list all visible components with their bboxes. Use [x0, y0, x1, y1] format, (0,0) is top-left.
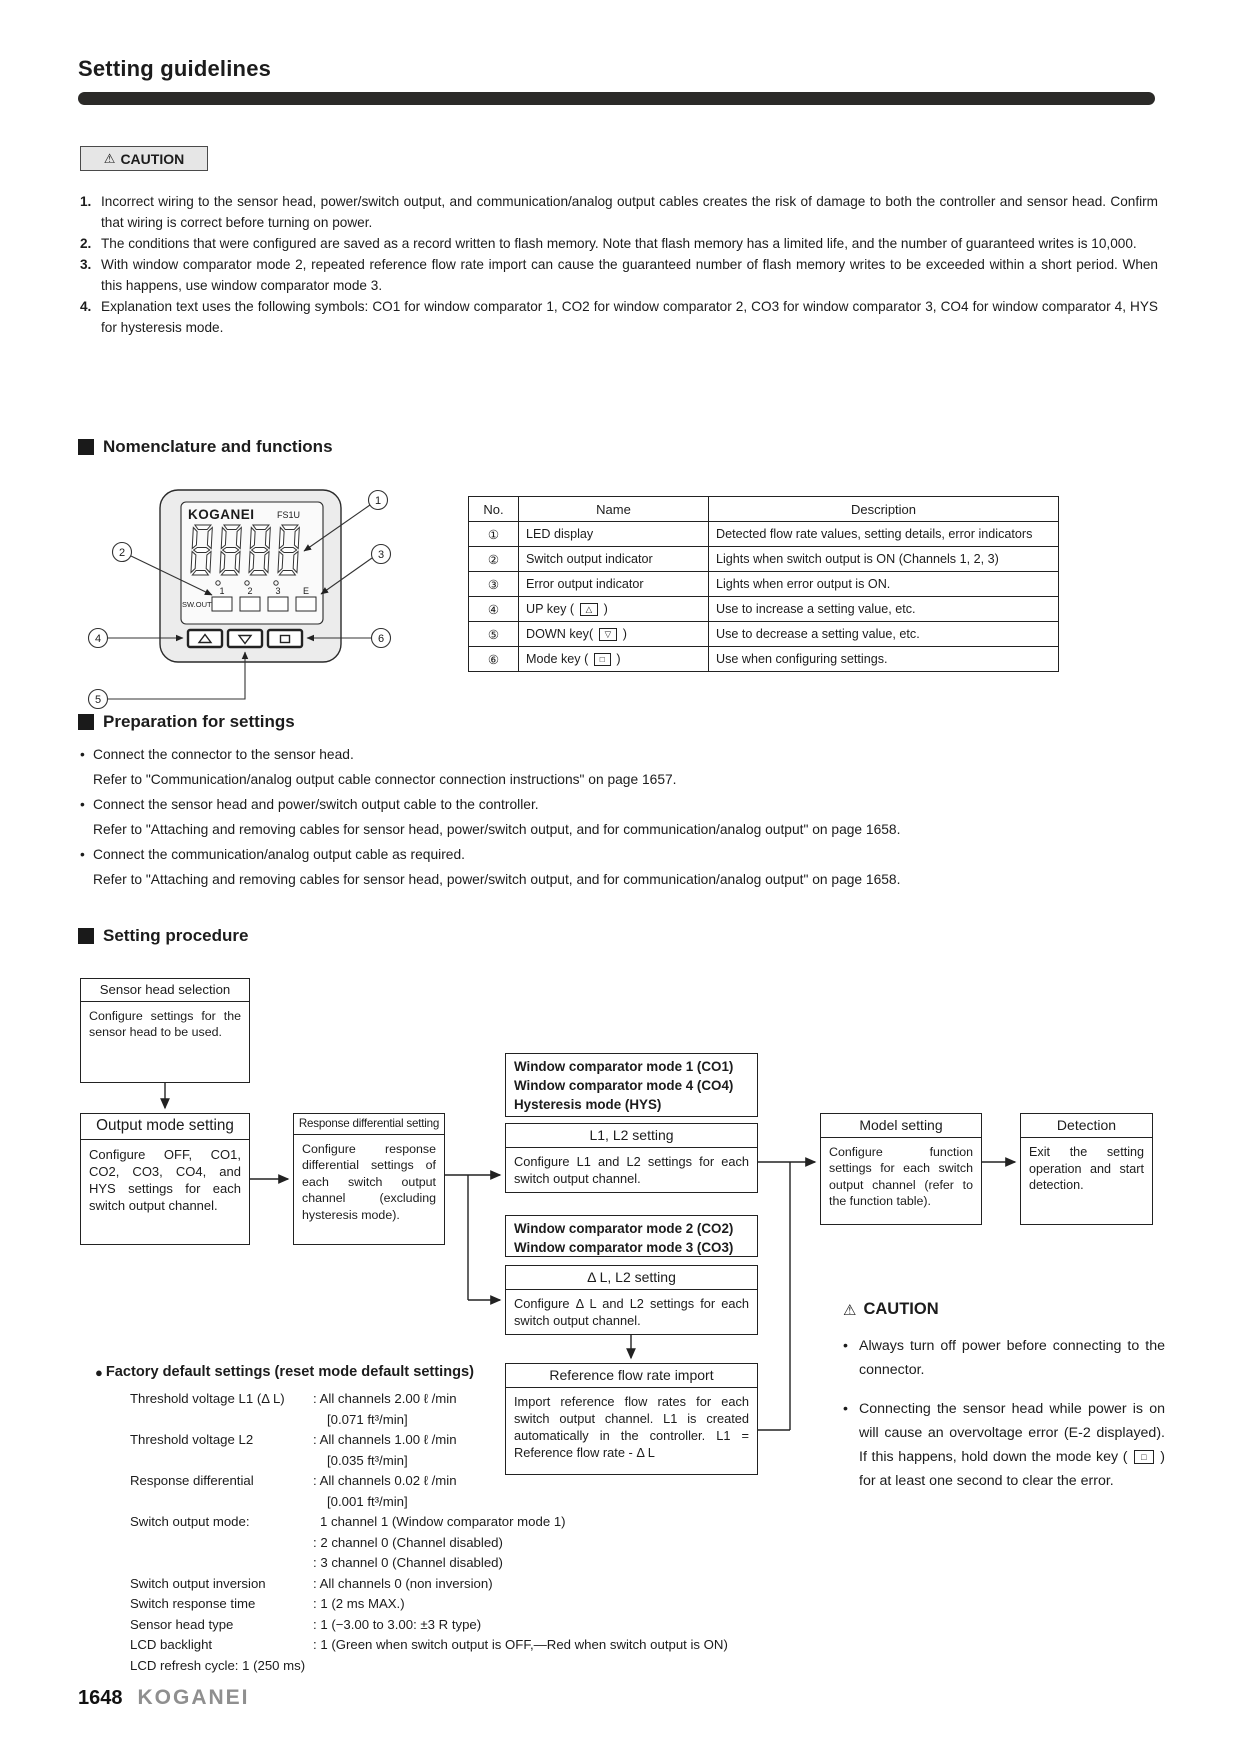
caution-item: 3. With window comparator mode 2, repeated reference flow rate import can cause the guaranteed number of flash memory writes to be exceeded within a short period. When this happens, use window comparator mode 3. — [80, 257, 1158, 293]
flow-box-sensor-head-selection: Sensor head selection Configure settings for the sensor head to be used. — [80, 978, 250, 1083]
channel-label: E — [302, 586, 310, 596]
device-brand-label: KOGANEI — [188, 507, 255, 522]
table-header-row: No. Name Description — [469, 497, 1059, 522]
flow-label-window-comparator-2-3: Window comparator mode 2 (CO2) Window comparator mode 3 (CO3) — [505, 1215, 758, 1257]
mode-key-icon: □ — [594, 653, 611, 666]
caution-right-block — [843, 1300, 1165, 1493]
callout-number: 2 — [118, 547, 126, 559]
caution-item: 2. The conditions that were configured are saved as a record written to flash memory. Note that flash memory has a limited life, and the number of guaranteed writes is 10,000. — [80, 236, 1137, 251]
bullet-dot: • — [843, 1401, 848, 1417]
table-row: ② Switch output indicator Lights when switch output is ON (Channels 1, 2, 3) — [469, 547, 1059, 572]
setting-row: Switch output mode: 1 channel 1 (Window comparator mode 1) — [130, 1514, 566, 1529]
title-rule — [78, 92, 1155, 105]
channel-label: 2 — [247, 586, 253, 596]
controller-diagram — [78, 472, 470, 714]
mode-key-icon: □ — [1134, 1450, 1153, 1464]
channel-label: 3 — [275, 586, 281, 596]
preparation-list — [80, 742, 1158, 892]
setting-row: [0.035 ft³/min] — [327, 1452, 408, 1468]
table-row: ⑤ DOWN key( ▽ ) Use to decrease a setting value, etc. — [469, 622, 1059, 647]
factory-defaults-list — [130, 1389, 830, 1676]
callout-number: 6 — [377, 633, 385, 645]
setting-row: LCD backlight : 1 (Green when switch output is OFF,—Red when switch output is ON) — [130, 1637, 728, 1652]
up-key — [188, 630, 222, 647]
flow-box-output-mode-setting: Output mode setting Configure OFF, CO1, CO2, CO3, CO4, and HYS settings for each switch output channel. — [80, 1113, 250, 1245]
setting-row: : 2 channel 0 (Channel disabled) — [313, 1534, 503, 1550]
callout-number: 1 — [374, 495, 382, 507]
procedure-heading: Setting procedure — [78, 926, 248, 946]
preparation-heading: Preparation for settings — [78, 712, 295, 732]
table-row: ① LED display Detected flow rate values, setting details, error indicators — [469, 522, 1059, 547]
page-number: 1648 — [78, 1687, 123, 1709]
setting-row: [0.071 ft³/min] — [327, 1411, 408, 1427]
error-indicator — [296, 597, 316, 611]
preparation-item: • Connect the sensor head and power/switch output cable to the controller. Refer to "Attaching and removing cables for sensor head, power/switch output, and for communication/analog output" on page 1658. — [80, 792, 1158, 842]
table-row: ⑥ Mode key ( □ ) Use when configuring settings. — [469, 647, 1059, 672]
section-square-icon — [78, 714, 94, 730]
flow-box-model-setting: Model setting Configure function settings for each switch output channel (refer to the function table). — [820, 1113, 982, 1225]
caution-right-item: • Connecting the sensor head while power is on will cause an overvoltage error (E-2 displayed). If this happens, hold down the mode key ( □ ) for at least one second to clear the error. — [843, 1397, 1165, 1493]
flow-box-reference-flow-rate-import: Reference flow rate import Import reference flow rates for each switch output channel. L1 is created automatically in the controller. L1 = Reference flow rate - Δ L — [505, 1363, 758, 1475]
section-square-icon — [78, 928, 94, 944]
warning-icon: ⚠ — [843, 1301, 857, 1319]
preparation-item: • Connect the connector to the sensor head. Refer to "Communication/analog output cable connector connection instructions" on page 1657. — [80, 742, 1158, 792]
callout-number: 5 — [94, 694, 102, 706]
setting-row: Threshold voltage L1 (Δ L) : All channels 2.00 ℓ /min — [130, 1391, 457, 1406]
table-row: ③ Error output indicator Lights when error output is ON. — [469, 572, 1059, 597]
sw-out-label: SW.OUT — [182, 600, 212, 609]
section-square-icon — [78, 439, 94, 455]
setting-row: Threshold voltage L2 : All channels 1.00 ℓ /min — [130, 1432, 457, 1447]
caution-badge-label: CAUTION — [120, 150, 185, 167]
setting-row: [0.001 ft³/min] — [327, 1493, 408, 1509]
setting-row: Sensor head type : 1 (−3.00 to 3.00: ±3 R type) — [130, 1616, 482, 1632]
setting-row: Response differential : All channels 0.02 ℓ /min — [130, 1473, 457, 1488]
nomenclature-heading: Nomenclature and functions — [78, 437, 333, 457]
preparation-item: • Connect the communication/analog output cable as required. Refer to "Attaching and removing cables for sensor head, power/switch output, and for communication/analog output" on page 1658. — [80, 842, 1158, 892]
table-row: ④ UP key ( △ ) Use to increase a setting value, etc. — [469, 597, 1059, 622]
sw-out-indicator — [212, 597, 232, 611]
nomenclature-table — [468, 496, 1059, 672]
caution-badge — [80, 146, 208, 171]
flow-box-l1-l2-setting: L1, L2 setting Configure L1 and L2 settings for each switch output channel. — [505, 1123, 758, 1193]
channel-label: 1 — [219, 586, 225, 596]
flow-box-detection: Detection Exit the setting operation and start detection. — [1020, 1113, 1153, 1225]
bullet-circle: ● — [95, 1364, 103, 1380]
caution-right-item: • Always turn off power before connecting to the connector. — [843, 1334, 1165, 1382]
factory-defaults-heading: ● Factory default settings (reset mode default settings) — [95, 1364, 475, 1380]
bullet-dot: • — [80, 847, 85, 862]
page-title: Setting guidelines — [78, 56, 272, 81]
setting-row: Switch response time : 1 (2 ms MAX.) — [130, 1596, 405, 1611]
setting-row: LCD refresh cycle: 1 (250 ms) — [130, 1657, 306, 1673]
sw-out-indicator — [240, 597, 260, 611]
callout-number: 4 — [94, 633, 102, 645]
setting-row: : 3 channel 0 (Channel disabled) — [313, 1555, 503, 1570]
caution-item: 4. Explanation text uses the following symbols: CO1 for window comparator 1, CO2 for window comparator 2, CO3 for window comparator 3, CO4 for window comparator 4, HYS for hysteresis mode. — [80, 299, 1158, 335]
bullet-dot: • — [80, 797, 85, 812]
flow-label-window-comparator-1-4-hys: Window comparator mode 1 (CO1) Window comparator mode 4 (CO4) Hysteresis mode (HYS) — [505, 1053, 758, 1117]
flow-box-delta-l-l2-setting: Δ L, L2 setting Configure Δ L and L2 settings for each switch output channel. — [505, 1265, 758, 1335]
callout-number: 3 — [377, 549, 385, 561]
setting-row: Switch output inversion : All channels 0 (non inversion) — [130, 1575, 493, 1591]
page-footer — [78, 1686, 250, 1710]
up-key-icon: △ — [580, 603, 599, 616]
caution-list — [80, 191, 1158, 338]
flow-box-response-differential-setting: Response differential setting Configure response differential settings of each switch output channel (excluding hysteresis mode). — [293, 1113, 445, 1245]
brand-logo: KOGANEI — [137, 1686, 250, 1709]
bullet-dot: • — [80, 747, 85, 762]
device-model-label: FS1U — [277, 510, 301, 520]
caution-item: 1. Incorrect wiring to the sensor head, power/switch output, and communication/analog output cables creates the risk of damage to both the controller and sensor head. Confirm that wiring is correct before turning on power. — [80, 194, 1158, 230]
down-key-icon: ▽ — [599, 628, 618, 641]
caution-right-heading: ⚠ CAUTION — [843, 1300, 939, 1319]
mode-key — [268, 630, 302, 647]
bullet-dot: • — [843, 1338, 848, 1354]
warning-icon: ⚠ — [103, 150, 116, 166]
sw-out-indicator — [268, 597, 288, 611]
